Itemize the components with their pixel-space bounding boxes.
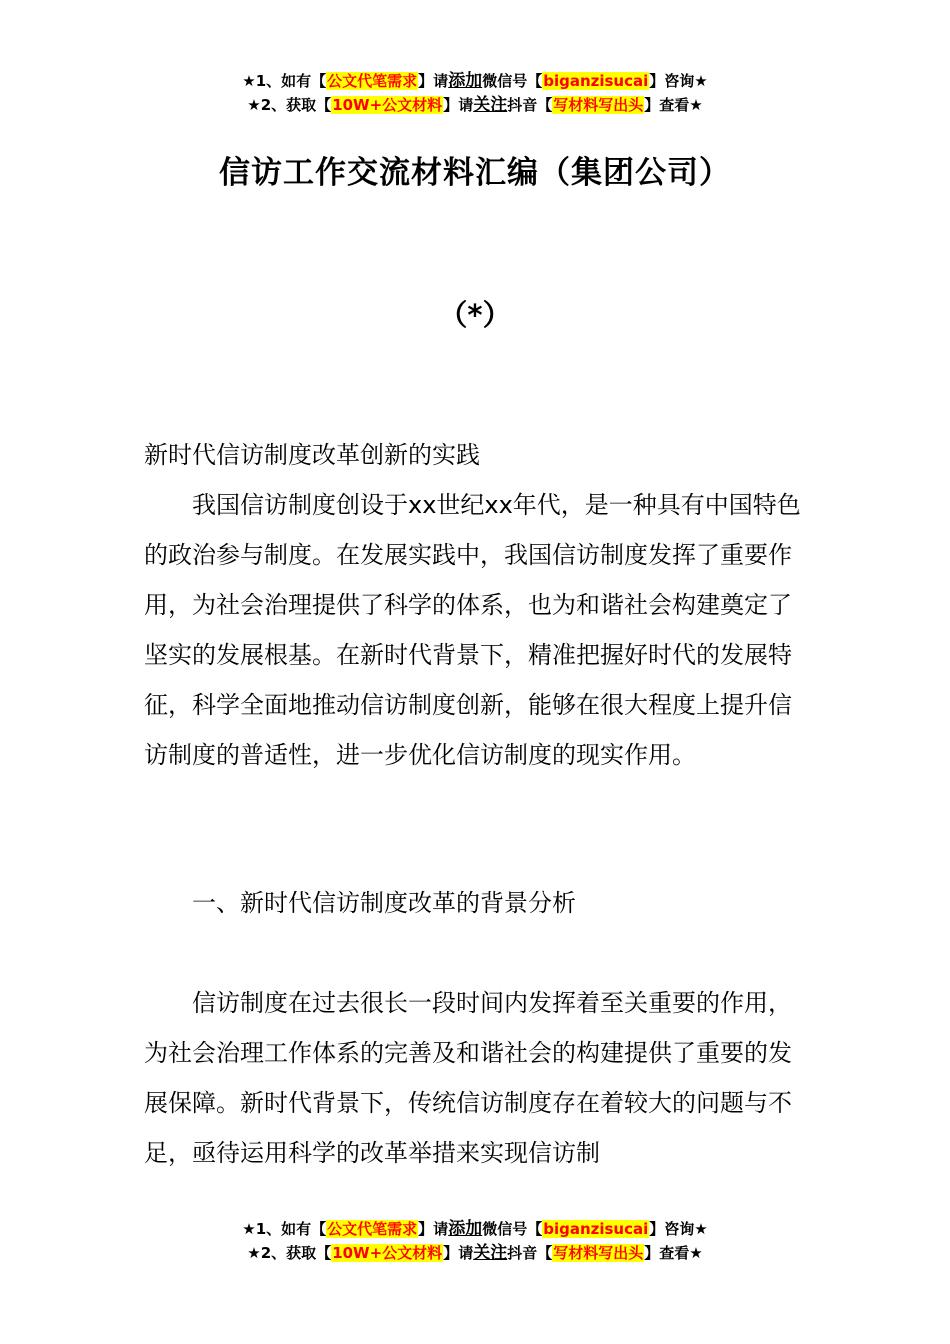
banner-text: 抖音【 xyxy=(507,1244,553,1262)
document-title: 信访工作交流材料汇编（集团公司） xyxy=(219,155,731,191)
banner-text: 】请 xyxy=(418,72,449,90)
banner-text: ★2、获取【 xyxy=(247,96,332,114)
banner-highlight: 10W+公文材料 xyxy=(332,1244,443,1262)
banner-underlined-text: 关注 xyxy=(473,95,508,115)
banner-text: 抖音【 xyxy=(507,96,553,114)
banner-text: 】查看★ xyxy=(644,96,703,114)
banner-text: 】请 xyxy=(443,96,474,114)
banner-highlight: 公文代笔需求 xyxy=(327,72,418,90)
footer-banner xyxy=(0,1217,950,1265)
banner-underlined-text: 添加 xyxy=(448,1219,483,1239)
banner-text: ★1、如有【 xyxy=(242,72,327,90)
section-marker: （*） xyxy=(438,298,512,332)
paragraph-1: 我国信访制度创设于xx世纪xx年代，是一种具有中国特色的政治参与制度。在发展实践中，我国信访制度发挥了重要作用，为社会治理提供了科学的体系，也为和谐社会构建奠定了坚实的发展根基。在新时代背景下，精准把握好时代的发展特征，科学全面地推动信访制度创新，能够在很大程度上提升信访制度的普适性，进一步优化信访制度的现实作用。 xyxy=(144,491,801,769)
banner-highlight: 10W+公文材料 xyxy=(332,96,443,114)
banner-line-2 xyxy=(0,1241,950,1265)
banner-text: 】咨询★ xyxy=(649,1220,708,1238)
header-banner xyxy=(0,69,950,117)
banner-text: 】请 xyxy=(418,1220,449,1238)
banner-highlight: 写材料写出头 xyxy=(553,1244,644,1262)
banner-line-1 xyxy=(0,1217,950,1241)
paragraph-2: 信访制度在过去很长一段时间内发挥着至关重要的作用，为社会治理工作体系的完善及和谐社会的构建提供了重要的发展保障。新时代背景下，传统信访制度存在着较大的问题与不足，亟待运用科学的改革举措来实现信访制 xyxy=(144,989,792,1167)
banner-highlight: biganzisucai xyxy=(543,72,649,90)
banner-text: 】咨询★ xyxy=(649,72,708,90)
banner-highlight: 写材料写出头 xyxy=(553,96,644,114)
banner-text: 微信号【 xyxy=(482,1220,543,1238)
banner-line-2 xyxy=(0,93,950,117)
banner-text: 】查看★ xyxy=(644,1244,703,1262)
article-subtitle: 新时代信访制度改革创新的实践 xyxy=(144,441,480,469)
banner-underlined-text: 添加 xyxy=(448,71,483,91)
banner-line-1 xyxy=(0,69,950,93)
banner-highlight: 公文代笔需求 xyxy=(327,1220,418,1238)
banner-text: ★1、如有【 xyxy=(242,1220,327,1238)
banner-underlined-text: 关注 xyxy=(473,1243,508,1263)
section-heading-1: 一、新时代信访制度改革的背景分析 xyxy=(192,889,576,917)
banner-text: 】请 xyxy=(443,1244,474,1262)
banner-text: 微信号【 xyxy=(482,72,543,90)
banner-text: ★2、获取【 xyxy=(247,1244,332,1262)
banner-highlight: biganzisucai xyxy=(543,1220,649,1238)
